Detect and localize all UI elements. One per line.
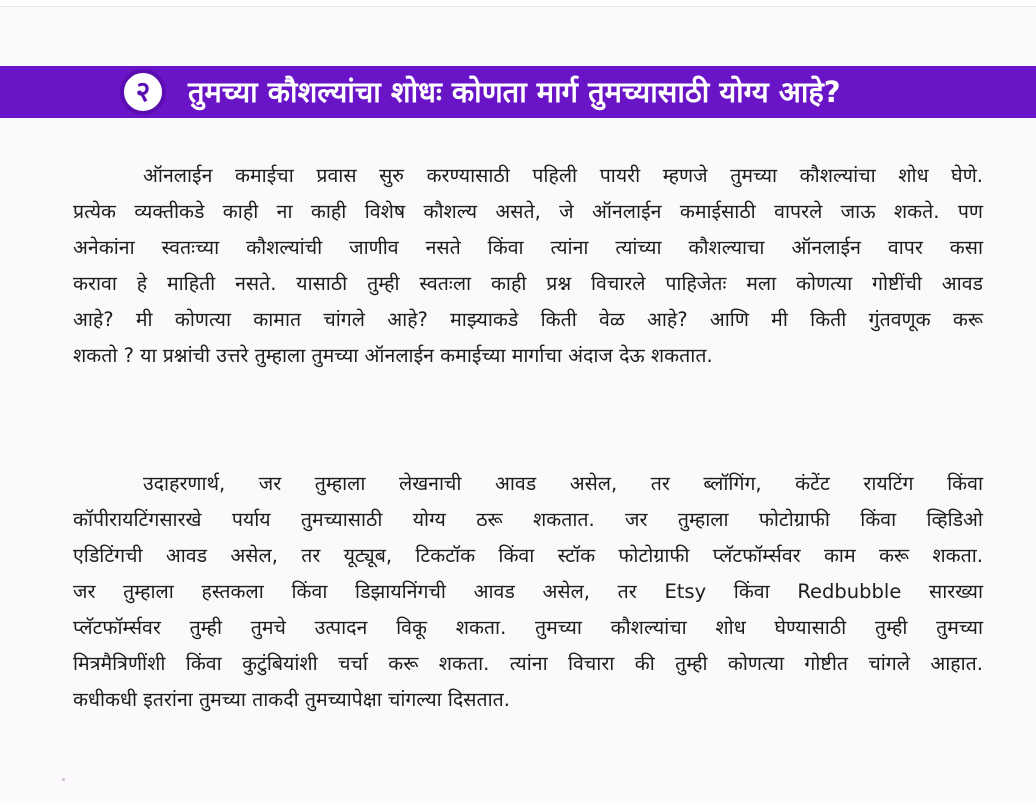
paragraph-line: ऑनलाईन कमाईचा प्रवास सुरु करण्यासाठी पहिली पायरी म्हणजे तुमच्या कौशल्यांचा शोध घेणे. [143,164,983,187]
paragraph-line: अनेकांना स्वतःच्या कौशल्यांची जाणीव नसते किंवा त्यांना त्यांच्या कौशल्याचा ऑनलाईन वापर कसा [73,236,983,259]
page-top-edge [0,0,1036,7]
paragraph-line: कधीकधी इतरांना तुमच्या ताकदी तुमच्यापेक्षा चांगल्या दिसतात. [73,688,510,711]
paragraph-line: जर तुम्हाला हस्तकला किंवा डिझायनिंगची आवड असेल, तर Etsy किंवा Redbubble सारख्या [73,580,983,603]
paragraph-1 [73,158,983,374]
section-header-tab [0,66,118,118]
page-speck [62,778,65,781]
paragraph-line: मित्रमैत्रिणींशी किंवा कुटुंबियांशी चर्चा करू शकता. त्यांना विचारा की तुम्ही कोणत्या गोष्टीत चांगले आहात. [73,652,983,675]
section-title: तुमच्या कौशल्यांचा शोधः कोणता मार्ग तुमच्यासाठी योग्य आहे? [188,75,841,109]
paragraph-line: प्रत्येक व्यक्तीकडे काही ना काही विशेष कौशल्य असते, जे ऑनलाईन कमाईसाठी वापरले जाऊ शकते. पण [73,200,983,223]
paragraph-line: उदाहरणार्थ, जर तुम्हाला लेखनाची आवड असेल, तर ब्लॉगिंग, कंटेंट रायटिंग किंवा [143,472,983,495]
paragraph-line: प्लॅटफॉर्म्सवर तुम्ही तुमचे उत्पादन विकू शकता. तुमच्या कौशल्यांचा शोध घेण्यासाठी तुम्ही तुमच्या [73,616,983,639]
paragraph-line: कॉपीरायटिंगसारखे पर्याय तुमच्यासाठी योग्य ठरू शकतात. जर तुम्हाला फोटोग्राफी किंवा व्हिडिओ [73,508,983,531]
section-header [0,66,1036,118]
paragraph-line: एडिटिंगची आवड असेल, तर यूट्यूब, टिकटॉक किंवा स्टॉक फोटोग्राफी प्लॅटफॉर्म्सवर काम करू शकता. [73,544,983,567]
paragraph-line: शकतो ? या प्रश्नांची उत्तरे तुम्हाला तुमच्या ऑनलाईन कमाईच्या मार्गाचा अंदाज देऊ शकतात. [73,344,713,367]
paragraph-line: आहे? मी कोणत्या कामात चांगले आहे? माझ्याकडे किती वेळ आहे? आणि मी किती गुंतवणूक करू [73,308,983,331]
section-number-badge: २ [120,69,166,115]
paragraph-2 [73,466,983,718]
paragraph-line: करावा हे माहिती नसते. यासाठी तुम्ही स्वतःला काही प्रश्न विचारले पाहिजेतः मला कोणत्या गोष्टींची आवड [73,272,983,295]
